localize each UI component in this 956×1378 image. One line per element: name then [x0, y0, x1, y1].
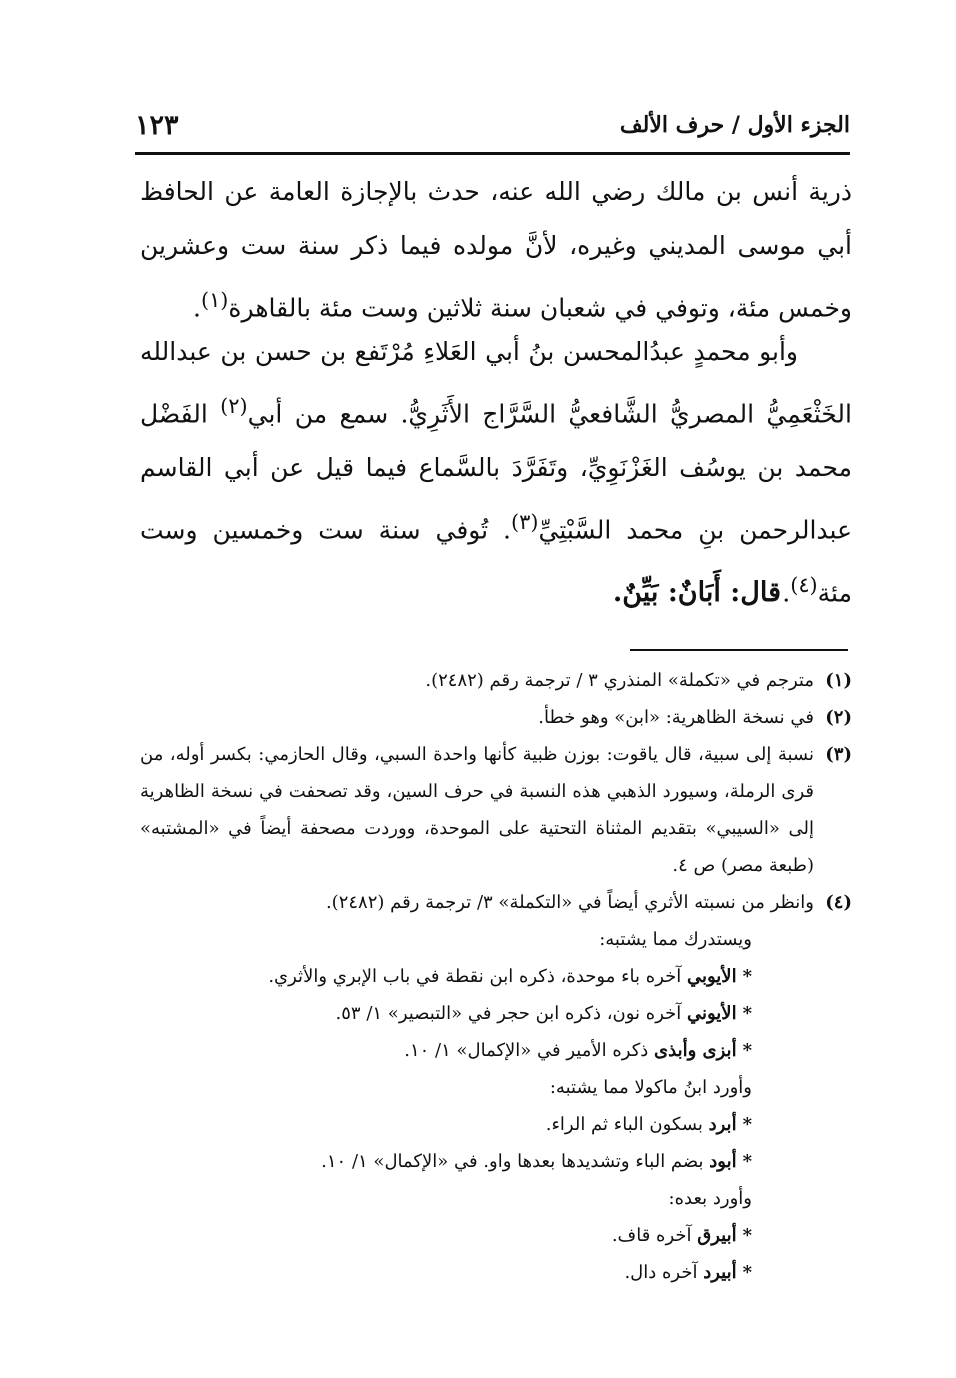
footnote-4-mark: (٤) — [825, 892, 852, 913]
item-3-text: ذكره الأمير في «الإكمال» ١/ ١٠. — [404, 1040, 655, 1061]
item-1-head: الأيوبي — [686, 966, 737, 987]
bullet-star-icon: * — [742, 1040, 752, 1061]
running-head — [135, 108, 850, 155]
footnote-1-mark: (١) — [825, 670, 852, 691]
paragraph-1 — [140, 165, 852, 335]
paragraph-3: قال: أَبَانٌ: بَيِّنٌ. — [612, 577, 781, 608]
footnote-1 — [140, 662, 852, 699]
paragraph-1-text: ذرية أنس بن مالك رضي الله عنه، حدث بالإجازة العامة عن الحافظ أبي موسى المديني وغيره، لأنَّ مولده فيما ذكر سنة ست وعشرين وخمس مئة، وتوفي في شعبان سنة ثلاثين وست مئة بالقاهرة — [140, 177, 852, 323]
item-2-head: الأيوني — [686, 1003, 737, 1024]
footnote-4-item-7 — [140, 1254, 752, 1291]
page-number: ١٢٣ — [135, 110, 179, 141]
item-3-head: أبزى وأبذى — [654, 1040, 737, 1061]
footnote-4-text: وانظر من نسبته الأثري أيضاً في «التكملة» ٣/ ترجمة رقم (٢٤٨٢). — [325, 892, 814, 913]
footnote-4-item-5 — [140, 1143, 752, 1180]
item-4-head: أبرد — [708, 1114, 737, 1135]
footnote-4-item-1 — [140, 958, 752, 995]
footnote-ref-3: (٣) — [511, 510, 539, 535]
bullet-star-icon: * — [742, 1225, 752, 1246]
footnote-1-text: مترجم في «تكملة» المنذري ٣ / ترجمة رقم (٢٤٨٢). — [425, 670, 814, 691]
footnote-4-subheading-3: وأورد بعده: — [668, 1188, 752, 1209]
footnote-4-item-6 — [140, 1217, 752, 1254]
footnote-2-text: في نسخة الظاهرية: «ابن» وهو خطأ. — [538, 707, 814, 728]
paragraph-2-text-b: الفَضْل محمد بن يوسُف الغَزْنَوِيِّ، وتَفَرَّدَ بالسَّماع فيما قيل عن أبي القاسم عبدالرحمن بنِ محمد السَّبْتِيِّ — [140, 399, 852, 545]
item-2-text: آخره نون، ذكره ابن حجر في «التبصير» ١/ ٥٣. — [335, 1003, 687, 1024]
footnote-2 — [140, 699, 852, 736]
item-7-head: أبيرد — [703, 1262, 737, 1283]
footnote-4 — [140, 884, 852, 1291]
item-7-text: آخره دال. — [624, 1262, 704, 1283]
footnotes — [140, 662, 852, 1291]
footnote-ref-2: (٢) — [220, 394, 248, 418]
item-1-text: آخره باء موحدة، ذكره ابن نقطة في باب الإبري والأثري. — [268, 966, 687, 987]
item-5-text: بضم الباء وتشديدها بعدها واو. في «الإكمال» ١/ ١٠. — [321, 1151, 710, 1172]
footnote-3-text: نسبة إلى سبية، قال ياقوت: بوزن ظبية كأنها واحدة السبي، وقال الحازمي: بكسر أوله، من قرى الرملة، وسيورد الذهبي هذه النسبة في حرف السين، وقد تصحفت في نسخة الظاهرية إلى «السيبي» بتقديم المثناة التحتية على الموحدة، ووردت مصحفة أيضاً في «المشتبه» (طبعة مصر) ص ٤. — [140, 744, 814, 876]
item-4-text: بسكون الباء ثم الراء. — [545, 1114, 709, 1135]
footnote-3 — [140, 736, 852, 884]
footnote-4-subheading-1: ويستدرك مما يشتبه: — [599, 929, 752, 950]
footnote-3-mark: (٣) — [825, 744, 852, 765]
item-6-text: آخره قاف. — [611, 1225, 698, 1246]
paragraph-1-end: . — [193, 293, 201, 323]
bullet-star-icon: * — [742, 1114, 752, 1135]
footnote-4-item-3 — [140, 1032, 752, 1069]
running-title: الجزء الأول / حرف الألف — [619, 112, 850, 138]
footnote-4-item-2 — [140, 995, 752, 1032]
paragraph-2-text-a: وأبو محمدٍ عبدُالمحسن بنُ أبي العَلاءِ مُرْتَفع بن حسن بن عبدالله الخَثْعَمِيُّ المصريُّ الشَّافعيُّ السَّرَّاج الأَثَرِيُّ. سمع من أبي — [140, 337, 852, 429]
bullet-star-icon: * — [742, 1151, 752, 1172]
footnote-ref-4: (٤) — [790, 572, 818, 597]
bullet-star-icon: * — [742, 1262, 752, 1283]
item-5-head: أبود — [709, 1151, 737, 1172]
footnote-2-mark: (٢) — [825, 707, 852, 728]
paragraph-2-text-c: . تُوفي سنة ست وخمسين وست مئة — [140, 515, 852, 607]
bullet-star-icon: * — [742, 966, 752, 987]
footnote-ref-1: (١) — [200, 288, 229, 312]
bullet-star-icon: * — [742, 1003, 752, 1024]
footnote-4-item-4 — [140, 1106, 752, 1143]
item-6-head: أبيرق — [697, 1225, 737, 1246]
footnote-4-subheading-2: وأورد ابنُ ماكولا مما يشتبه: — [549, 1077, 752, 1098]
footnote-separator — [630, 649, 848, 651]
paragraph-2-end: . — [782, 577, 791, 607]
